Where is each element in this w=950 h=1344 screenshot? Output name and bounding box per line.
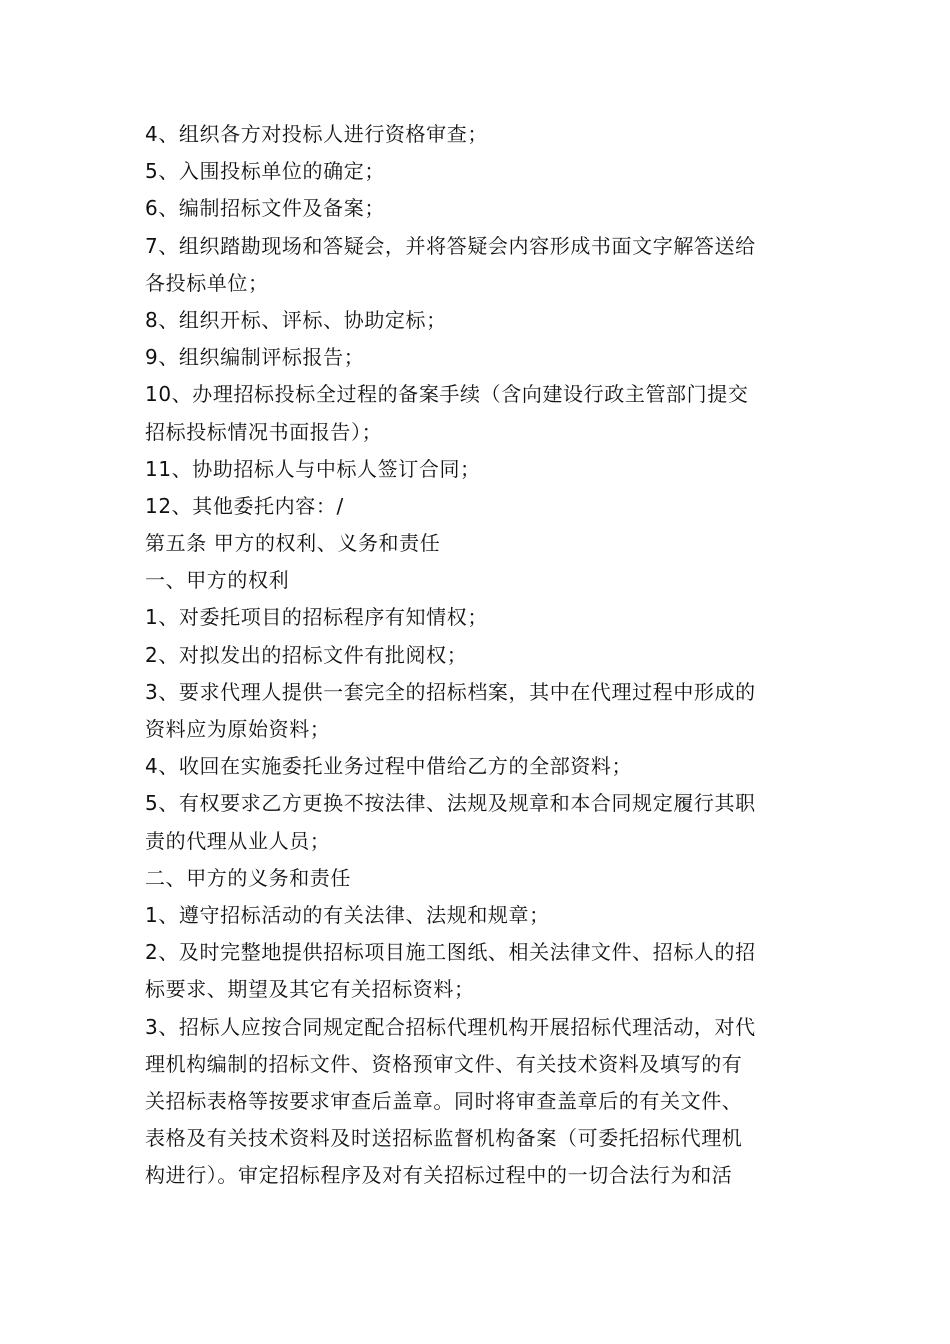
document-body [145, 116, 810, 1194]
text-line: 理机构编制的招标文件、资格预审文件、有关技术资料及填写的有 [145, 1051, 743, 1076]
subsection-heading: 一、甲方的权利 [145, 568, 290, 593]
text-line: 7、组织踏勘现场和答疑会，并将答疑会内容形成书面文字解答送给 [145, 233, 756, 258]
text-line: 5、入围投标单位的确定； [145, 159, 385, 184]
text-line: 招标投标情况书面报告）； [145, 419, 383, 444]
section-heading: 第五条 甲方的权利、义务和责任 [145, 531, 441, 556]
text-line: 责的代理从业人员； [145, 828, 331, 853]
text-line: 5、有权要求乙方更换不按法律、法规及规章和本合同规定履行其职 [145, 791, 756, 816]
text-line: 1、对委托项目的招标程序有知情权； [145, 605, 488, 630]
text-line: 资料应为原始资料； [145, 717, 331, 741]
text-line: 1、遵守招标活动的有关法律、法规和规章； [145, 902, 550, 927]
text-line: 8、组织开标、评标、协助定标； [145, 307, 447, 332]
text-line: 各投标单位； [145, 270, 269, 295]
text-line: 表格及有关技术资料及时送招标监督机构备案（可委托招标代理机 [145, 1126, 743, 1151]
subsection-heading: 二、甲方的义务和责任 [145, 865, 351, 890]
text-line: 关招标表格等按要求审查后盖章。同时将审查盖章后的有关文件、 [145, 1088, 743, 1113]
text-line: 3、招标人应按合同规定配合招标代理机构开展招标代理活动，对代 [145, 1014, 756, 1039]
text-line: 2、及时完整地提供招标项目施工图纸、相关法律文件、招标人的招 [145, 940, 756, 965]
text-line: 4、收回在实施委托业务过程中借给乙方的全部资料； [145, 754, 633, 779]
text-line: 3、要求代理人提供一套完全的招标档案，其中在代理过程中形成的 [145, 679, 756, 704]
text-line: 11、协助招标人与中标人签订合同； [145, 456, 481, 481]
text-line: 2、对拟发出的招标文件有批阅权； [145, 642, 468, 667]
text-line: 10、办理招标投标全过程的备案手续（含向建设行政主管部门提交 [145, 382, 749, 407]
text-line: 12、其他委托内容：/ [145, 493, 344, 518]
text-line: 构进行）。审定招标程序及对有关招标过程中的一切合法行为和活 [145, 1163, 733, 1188]
text-line: 6、编制招标文件及备案； [145, 196, 385, 221]
text-line: 4、组织各方对投标人进行资格审查； [145, 122, 488, 146]
text-line: 9、组织编制评标报告； [145, 345, 365, 370]
text-line: 标要求、期望及其它有关招标资料； [145, 977, 475, 1002]
